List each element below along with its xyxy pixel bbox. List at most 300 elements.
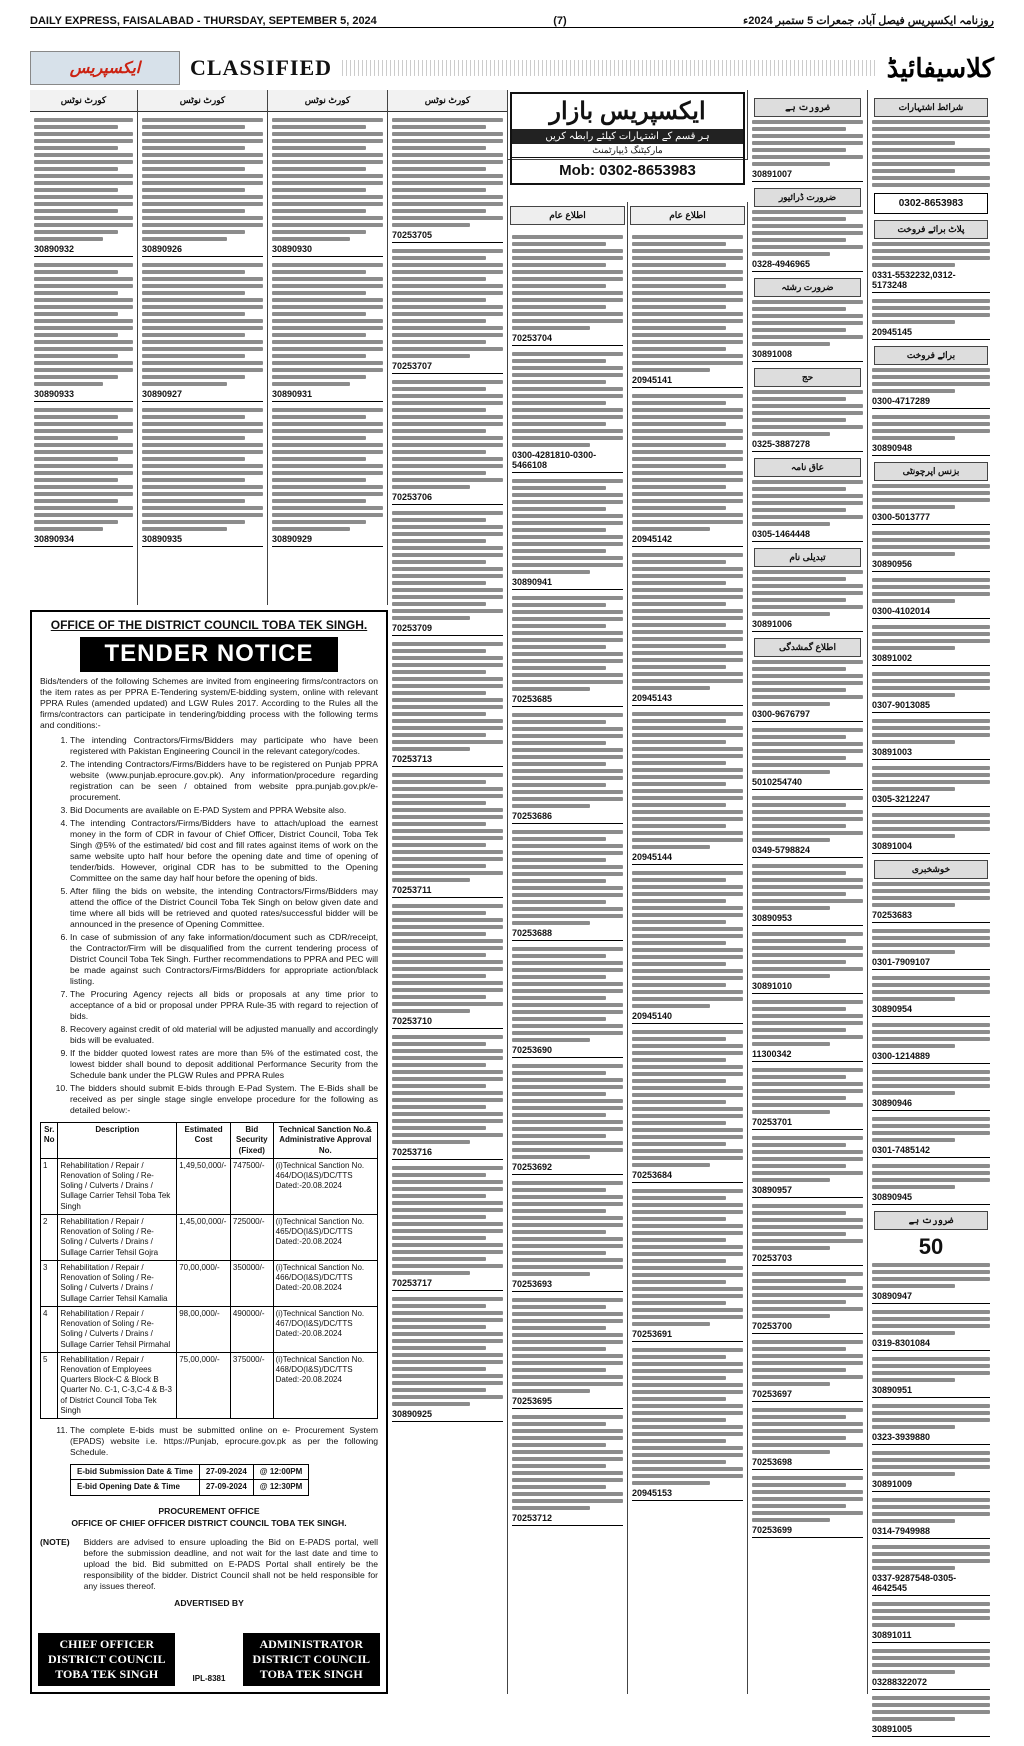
text-line (512, 968, 623, 972)
text-line (272, 340, 383, 344)
big-fifty: 50 (918, 1234, 944, 1259)
text-line (872, 599, 955, 603)
bid-cell: 375000/- (230, 1352, 273, 1418)
text-line (752, 584, 863, 588)
text-line (872, 787, 955, 791)
text-line (512, 521, 623, 525)
text-line (752, 1136, 863, 1140)
text-line (752, 148, 846, 152)
text-line (34, 270, 118, 274)
bid-cell: 725000/- (230, 1214, 273, 1260)
text-line (392, 904, 503, 908)
text-line (34, 195, 133, 199)
section-heading: برائے فروخت (874, 346, 988, 365)
text-line (752, 335, 863, 339)
text-line (752, 939, 846, 943)
text-line (392, 1325, 486, 1329)
court-column-4-body (388, 112, 507, 1431)
text-line (392, 464, 503, 468)
text-line (632, 1453, 743, 1457)
text-line (872, 320, 955, 324)
tender-term: 2. The intending Contractors/Firms/Bidders have to be registered on Punjab PPRA website (www.punjab.eprocure.gov.pk). Any information/procedure regarding registration can be seen / obtained from website ppra.punjab.gov.pk/e-procurement. (70, 759, 378, 803)
classified-title-urdu: کلاسیفائیڈ (886, 52, 994, 83)
ad-code: 5010254740 (752, 777, 863, 790)
text-line (512, 1258, 623, 1262)
text-line (392, 932, 486, 936)
ad-code: 70253701 (752, 1117, 863, 1130)
text-line (872, 306, 990, 310)
tender-terms (70, 735, 378, 1116)
text-line (512, 486, 606, 490)
text-line (632, 845, 710, 849)
text-line (392, 1201, 503, 1205)
bazaar-mobile: Mob: 0302-8653983 (512, 157, 743, 183)
text-line (512, 914, 623, 918)
text-line (512, 380, 606, 384)
text-line (392, 1009, 470, 1013)
tender-term: 10. The bidders should submit E-bids through E-Pad System. The E-Bids shall be received as per single stage single envelope procedure for the following as detailed below:- (70, 1083, 378, 1116)
general-column-2-body (628, 229, 747, 1510)
ad-code: 0300-1214889 (872, 1051, 990, 1064)
text-line (272, 436, 366, 440)
masthead-left: DAILY EXPRESS, FAISALABAD - THURSDAY, SEPTEMBER 5, 2024 (30, 14, 377, 27)
general-notice-heading: اطلاع عام (510, 206, 625, 225)
text-line (142, 125, 245, 129)
text-line (392, 1002, 503, 1006)
text-line (392, 864, 486, 868)
text-line (392, 1388, 486, 1392)
text-line (512, 1188, 606, 1192)
text-line (512, 1382, 623, 1386)
text-line (632, 492, 743, 496)
tender-term: 8. Recovery against credit of old material will be adjusted manually and accordingly bids will be evaluated. (70, 1024, 378, 1046)
text-line (142, 195, 263, 199)
text-line (752, 1218, 863, 1222)
text-line (752, 1035, 863, 1039)
text-line (512, 242, 606, 246)
text-line (392, 918, 503, 922)
text-line (632, 1079, 726, 1083)
text-line (872, 1519, 955, 1523)
text-line (272, 174, 383, 178)
text-line (632, 429, 743, 433)
text-line (872, 1566, 955, 1570)
text-line (392, 1229, 503, 1233)
text-line (272, 520, 366, 524)
text-line (872, 693, 955, 697)
text-line (632, 1252, 743, 1256)
ad-code: 70253695 (512, 1396, 623, 1409)
text-line (392, 546, 503, 550)
text-line (632, 969, 743, 973)
tender-title: TENDER NOTICE (80, 637, 338, 672)
text-line (392, 256, 486, 260)
text-line (752, 487, 846, 491)
text-line (512, 1120, 623, 1124)
text-line (512, 624, 606, 628)
text-line (512, 415, 623, 419)
text-line (752, 831, 863, 835)
text-line (632, 899, 726, 903)
text-line (142, 167, 245, 171)
text-line (142, 223, 263, 227)
text-line (632, 679, 743, 683)
text-line (392, 670, 486, 674)
text-line (392, 153, 503, 157)
text-line (872, 1030, 990, 1034)
text-line (512, 1415, 623, 1419)
text-line (512, 921, 590, 925)
text-line (632, 1376, 726, 1380)
text-line (872, 983, 990, 987)
text-line (632, 686, 710, 690)
text-line (512, 1368, 606, 1372)
text-line (632, 1224, 743, 1228)
text-line (34, 146, 118, 150)
masthead-right: روزنامہ ایکسپریس فیصل آباد، جمعرات 5 ستمبر 2024ء (743, 15, 994, 27)
schedule-cell: @ 12:30PM (253, 1480, 308, 1495)
text-line (392, 1098, 503, 1102)
text-line (512, 830, 623, 834)
text-line (512, 673, 623, 677)
text-line (34, 230, 118, 234)
text-line (632, 1128, 743, 1132)
bids-column-header: Sr. No (41, 1123, 58, 1159)
text-line (752, 1042, 830, 1046)
text-line (392, 202, 503, 206)
text-line (34, 291, 118, 295)
text-line (752, 878, 863, 882)
text-line (632, 878, 726, 882)
court-notice-heading: کورٹ نوٹس (30, 90, 137, 112)
text-line (632, 1107, 743, 1111)
text-line (34, 174, 133, 178)
text-line (632, 976, 743, 980)
text-line (392, 1332, 503, 1336)
text-line (392, 1063, 486, 1067)
text-line (632, 955, 743, 959)
text-line (752, 1354, 863, 1358)
text-line (142, 202, 263, 206)
text-line (752, 1246, 830, 1250)
text-line (392, 967, 503, 971)
text-line (872, 1703, 990, 1707)
text-line (512, 1443, 606, 1447)
text-line (752, 515, 863, 519)
text-line (752, 591, 863, 595)
ad-code: 30890954 (872, 1004, 990, 1017)
text-line (512, 797, 623, 801)
bazaar-dept: مارکیٹنگ ڈیپارٹمنٹ (592, 145, 663, 155)
text-line (512, 319, 623, 323)
text-line (632, 962, 726, 966)
text-line (392, 822, 486, 826)
text-line (512, 401, 606, 405)
text-line (512, 776, 623, 780)
ad-code: 0349-5798824 (752, 845, 863, 858)
text-line (34, 277, 133, 281)
text-line (34, 457, 118, 461)
text-line (752, 217, 846, 221)
text-line (872, 484, 990, 488)
text-line (632, 1446, 743, 1450)
text-line (392, 1250, 503, 1254)
text-line (512, 1181, 623, 1185)
schedule-table (70, 1464, 309, 1495)
bid-cell: Rehabilitation / Repair / Renovation of Employees Quarters Block-C & Block B Quarter No. C-1, C-3,C-4 & B-3 of District Council Toba Tek Singh (58, 1352, 177, 1418)
text-line (632, 616, 743, 620)
text-line (872, 1696, 990, 1700)
text-line (272, 132, 383, 136)
text-line (512, 1478, 623, 1482)
text-line (392, 1194, 486, 1198)
bid-cell: (i)Technical Sanction No. 468/DO(I&S)/DC/TTS Dated:-20.08.2024 (273, 1352, 377, 1418)
ad-code: 0300-4102014 (872, 606, 990, 619)
text-line (142, 319, 263, 323)
text-line (872, 1616, 990, 1620)
text-line (752, 418, 846, 422)
text-line (632, 740, 726, 744)
text-line (752, 742, 863, 746)
text-line (872, 1023, 990, 1027)
text-line (34, 361, 133, 365)
text-line (34, 333, 118, 337)
text-line (392, 1395, 503, 1399)
text-line (632, 871, 743, 875)
text-line (872, 820, 990, 824)
text-line (872, 162, 990, 166)
text-line (142, 340, 263, 344)
text-line (872, 1263, 990, 1267)
text-line (392, 808, 503, 812)
ad-code: 03288322072 (872, 1677, 990, 1690)
text-line (272, 347, 383, 351)
text-line (142, 527, 227, 531)
text-line (142, 237, 227, 241)
text-line (512, 563, 623, 567)
text-line (632, 1404, 743, 1408)
text-line (272, 443, 383, 447)
ad-code: 20945141 (632, 375, 743, 388)
text-line (872, 1710, 990, 1714)
text-line (752, 960, 846, 964)
text-line (752, 810, 863, 814)
text-line (142, 492, 263, 496)
ad-code: 30890933 (34, 389, 133, 402)
text-line (872, 1623, 955, 1627)
text-line (272, 429, 383, 433)
text-line (632, 401, 726, 405)
text-line (872, 686, 990, 690)
text-line (872, 491, 990, 495)
text-line (752, 817, 863, 821)
text-line (512, 1071, 606, 1075)
ad-code: 0328-4946965 (752, 259, 863, 272)
text-line (632, 513, 743, 517)
text-line (872, 578, 990, 582)
text-line (512, 436, 623, 440)
bids-table (40, 1122, 378, 1419)
text-line (392, 450, 486, 454)
text-line (872, 263, 955, 267)
text-line (872, 1091, 955, 1095)
ad-code: 20945143 (632, 693, 743, 706)
text-line (142, 354, 245, 358)
text-line (392, 1236, 486, 1240)
text-line (632, 719, 726, 723)
text-line (272, 167, 366, 171)
text-line (272, 160, 383, 164)
bid-row (41, 1306, 378, 1352)
ad-code: 30890951 (872, 1385, 990, 1398)
text-line (512, 443, 590, 447)
text-line (872, 679, 990, 683)
text-line (392, 270, 503, 274)
text-line (632, 733, 743, 737)
text-line (512, 570, 590, 574)
text-line (872, 313, 990, 317)
text-line (872, 1037, 990, 1041)
text-line (34, 125, 118, 129)
ad-code: 70253710 (392, 1016, 503, 1029)
text-line (872, 1317, 990, 1321)
text-line (872, 141, 955, 145)
ad-code: 30890927 (142, 389, 263, 402)
text-line (632, 1273, 743, 1277)
text-line (752, 1096, 846, 1100)
text-line (392, 263, 503, 267)
classified-column-1 (748, 90, 868, 1694)
text-line (752, 598, 846, 602)
text-line (512, 720, 606, 724)
bid-row (41, 1260, 378, 1306)
text-line (272, 319, 383, 323)
text-line (272, 181, 383, 185)
tender-term: 5. After filing the bids on website, the intending Contractors/Firms/Bidders may attend the office of the District Council Toba Tek Singh on below given date and time where all bids will be retrieved and quoted rates/successful bidder will be announced in the presence of Opening Committee. (70, 886, 378, 930)
text-line (392, 347, 503, 351)
text-line (872, 368, 990, 372)
bazaar-title: ایکسپریس بازار (549, 98, 706, 125)
text-line (392, 387, 486, 391)
text-line (512, 982, 623, 986)
text-line (752, 1307, 863, 1311)
text-line (34, 471, 133, 475)
text-line (632, 1418, 726, 1422)
text-line (752, 803, 846, 807)
tender-term: 9. If the bidder quoted lowest rates are more than 5% of the estimated cost, the lowest bidder shall bound to deposit additional Performance Security from the Schedule bank under the PLGW Rules and PPRA Rules (70, 1048, 378, 1081)
ad-code: 0305-1464448 (752, 529, 863, 542)
text-line (512, 366, 623, 370)
text-line (272, 298, 383, 302)
text-line (272, 139, 383, 143)
text-line (632, 436, 743, 440)
text-line (272, 291, 366, 295)
ad-code: 30891006 (752, 619, 863, 632)
bid-cell: 1,45,00,000/- (177, 1214, 231, 1260)
text-line (872, 740, 955, 744)
text-line (632, 560, 726, 564)
text-line (392, 1070, 503, 1074)
text-line (34, 443, 133, 447)
text-line (392, 560, 486, 564)
text-line (752, 1429, 863, 1433)
text-line (632, 754, 743, 758)
text-line (632, 595, 743, 599)
text-line (752, 1110, 830, 1114)
schedule-cell: @ 12:00PM (253, 1465, 308, 1480)
text-line (632, 368, 710, 372)
sig-line: TOBA TEK SINGH (259, 1667, 363, 1681)
text-line (872, 773, 990, 777)
text-line (752, 1089, 863, 1093)
text-line (512, 783, 606, 787)
text-line (632, 1439, 726, 1443)
text-line (872, 1077, 990, 1081)
bid-row (41, 1352, 378, 1418)
text-line (872, 950, 955, 954)
bid-cell: Rehabilitation / Repair / Renovation of Soling / Re-Soling / Culverts / Drains / Sullage Carrier Tehsil Kamalia (58, 1260, 177, 1306)
text-line (752, 695, 863, 699)
bids-column-header: Estimated Cost (177, 1123, 231, 1159)
text-line (392, 429, 486, 433)
text-line (392, 1035, 503, 1039)
text-line (632, 892, 743, 896)
text-line (632, 1315, 743, 1319)
text-line (752, 342, 830, 346)
text-line (392, 553, 503, 557)
text-line (632, 927, 743, 931)
text-line (632, 1355, 726, 1359)
text-line (752, 1347, 846, 1351)
text-line (392, 925, 503, 929)
text-line (872, 1178, 990, 1182)
text-line (632, 1163, 710, 1167)
text-line (632, 768, 743, 772)
text-line (752, 328, 846, 332)
text-line (872, 1472, 955, 1476)
masthead-line (30, 14, 994, 28)
ad-code: 30890929 (272, 534, 383, 547)
text-line (512, 291, 623, 295)
classified-column-1-body (748, 90, 867, 1547)
text-line (872, 1498, 990, 1502)
text-line (752, 824, 846, 828)
ad-code: 70253703 (752, 1253, 863, 1266)
text-line (142, 485, 263, 489)
text-line (272, 202, 383, 206)
text-line (392, 1091, 503, 1095)
ad-code: 70253712 (512, 1513, 623, 1526)
text-line (632, 658, 743, 662)
text-line (752, 885, 863, 889)
text-line (512, 610, 623, 614)
text-line (872, 1185, 955, 1189)
text-line (632, 422, 726, 426)
text-line (34, 492, 133, 496)
text-line (512, 603, 606, 607)
text-line (142, 277, 263, 281)
text-line (752, 1178, 830, 1182)
text-line (872, 1404, 990, 1408)
sig-line: DISTRICT COUNCIL (252, 1652, 370, 1666)
text-line (272, 146, 366, 150)
text-line (392, 974, 486, 978)
bazaar-block (508, 90, 748, 179)
text-line (392, 1339, 503, 1343)
court-notice-heading: کورٹ نوٹس (268, 90, 387, 112)
text-line (512, 298, 623, 302)
text-line (512, 235, 623, 239)
